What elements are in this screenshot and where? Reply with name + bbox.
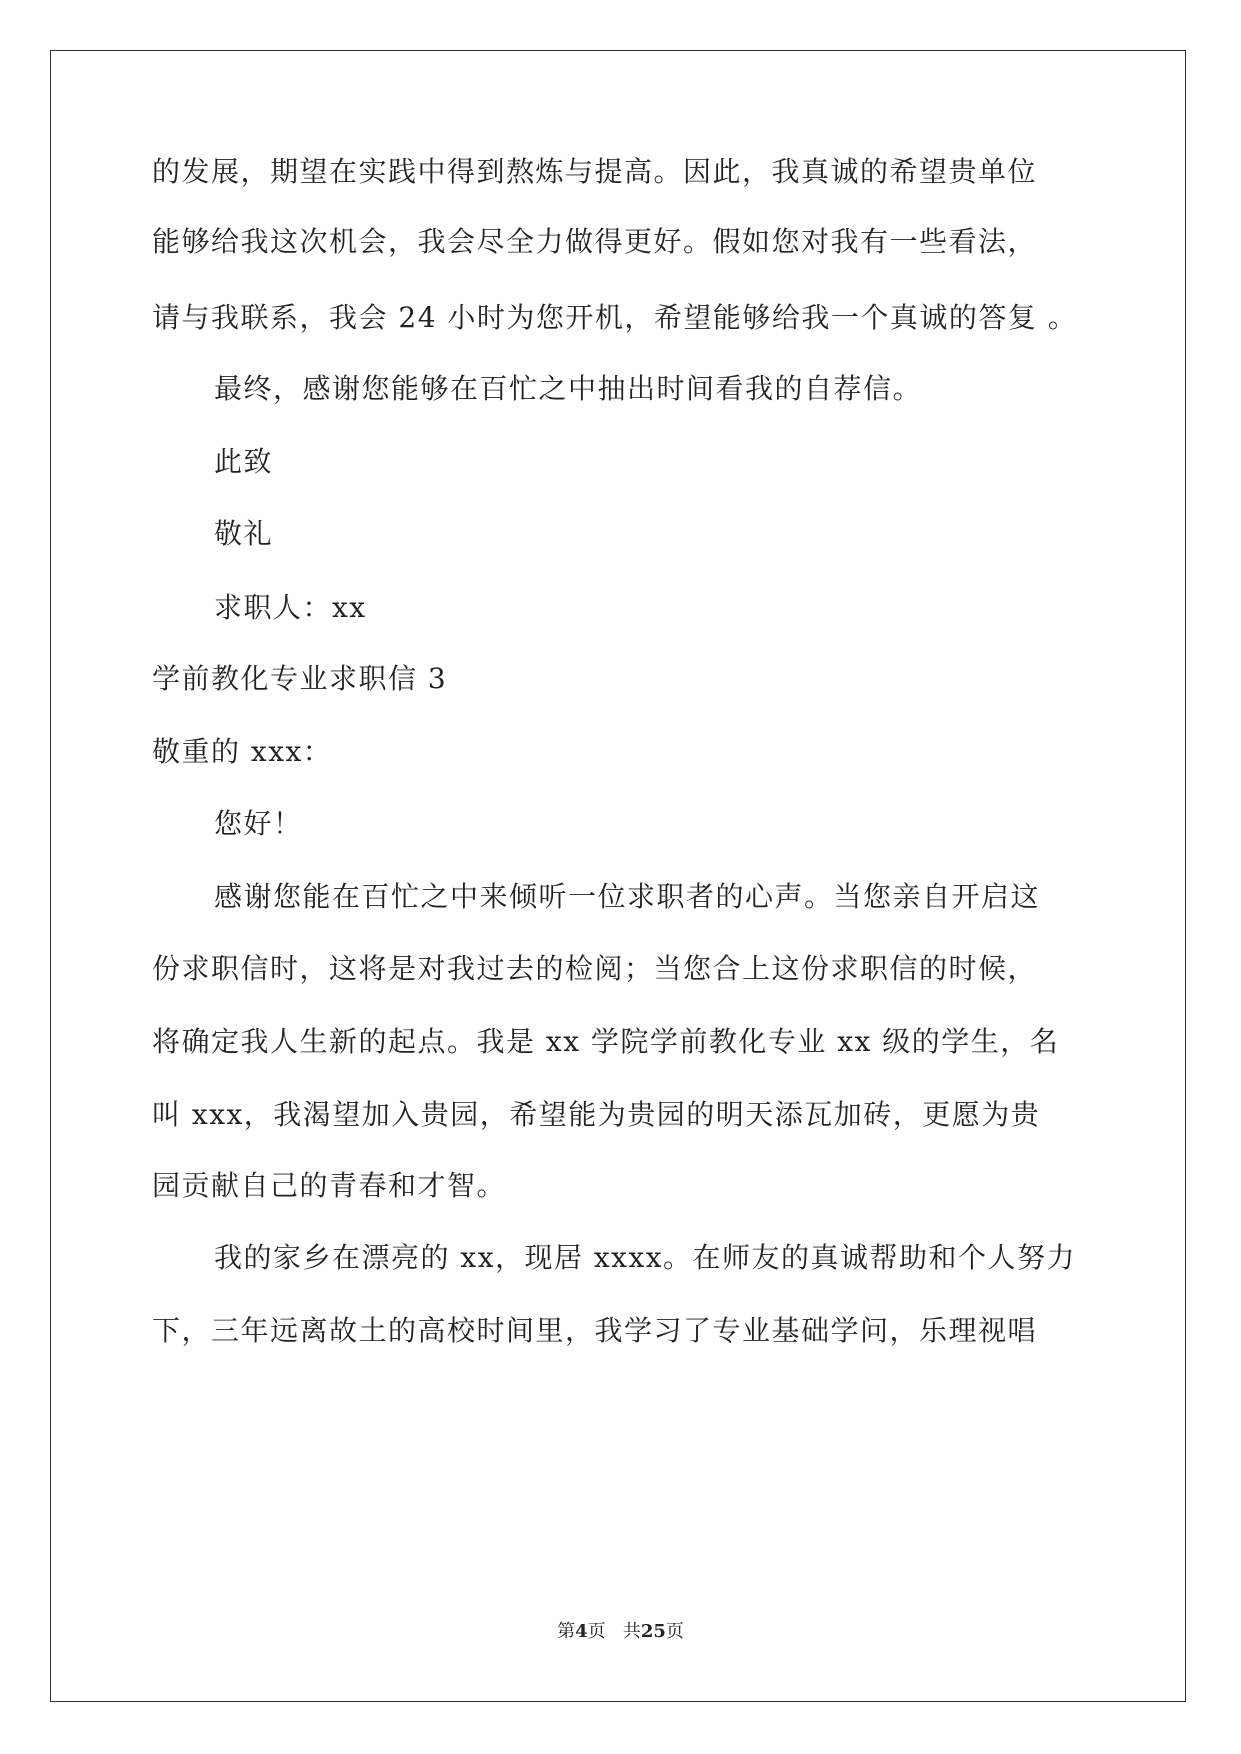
body-text-line: 园贡献自己的青春和才智。 bbox=[152, 1169, 507, 1202]
closing-salutation: 此致 bbox=[214, 445, 274, 478]
page-footer bbox=[0, 1620, 1241, 1644]
body-text-line: 请与我联系，我会 24 小时为您开机，希望能够给我一个真诚的答复 。 bbox=[152, 301, 1078, 334]
body-text-line: 下，三年远离故土的高校时间里，我学习了专业基础学问，乐理视唱 bbox=[152, 1314, 1038, 1347]
body-text-line: 感谢您能在百忙之中来倾听一位求职者的心声。当您亲自开启这 bbox=[214, 880, 1041, 913]
footer-prefix: 第 bbox=[557, 1621, 576, 1642]
total-pages-number: 25 bbox=[640, 1621, 666, 1642]
footer-total-suffix: 页 bbox=[665, 1621, 684, 1642]
section-heading: 学前教化专业求职信 3 bbox=[152, 662, 448, 695]
closing-regards: 敬礼 bbox=[214, 517, 274, 550]
footer-total-prefix: 共 bbox=[622, 1621, 641, 1642]
greeting-line: 您好！ bbox=[214, 807, 303, 840]
body-text-line: 的发展，期望在实践中得到熬炼与提高。因此，我真诚的希望贵单位 bbox=[152, 155, 1038, 188]
body-text-line: 我的家乡在漂亮的 xx，现居 xxxx。在师友的真诚帮助和个人努力 bbox=[214, 1241, 1077, 1274]
body-text-line: 能够给我这次机会，我会尽全力做得更好。假如您对我有一些看法， bbox=[152, 225, 1038, 258]
greeting-line: 敬重的 xxx： bbox=[152, 735, 333, 768]
footer-page-suffix: 页 bbox=[587, 1621, 606, 1642]
body-text-line: 叫 xxx，我渴望加入贵园，希望能为贵园的明天添瓦加砖，更愿为贵 bbox=[152, 1098, 1041, 1131]
body-text-line: 份求职信时，这将是对我过去的检阅；当您合上这份求职信的时候， bbox=[152, 952, 1038, 985]
signature-line: 求职人：xx bbox=[214, 591, 367, 624]
current-page-number: 4 bbox=[575, 1621, 588, 1642]
body-text-line: 将确定我人生新的起点。我是 xx 学院学前教化专业 xx 级的学生，名 bbox=[152, 1025, 1060, 1058]
body-text-line: 最终，感谢您能够在百忙之中抽出时间看我的自荐信。 bbox=[214, 372, 923, 405]
